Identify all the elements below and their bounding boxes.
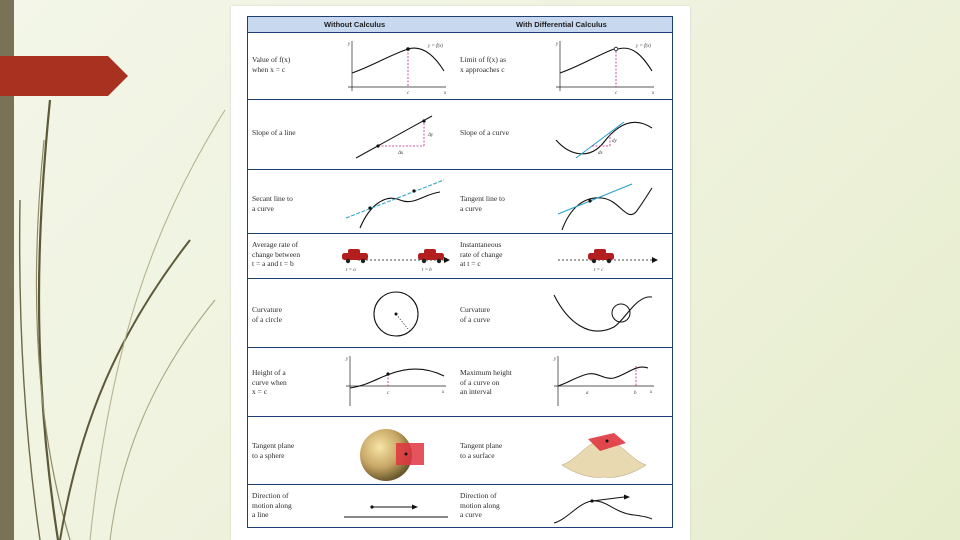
row-label-right: Tangent plane to a surface [460, 441, 503, 460]
table-header [248, 17, 672, 33]
slope-of-line-figure [340, 106, 450, 166]
point-c-label: c [615, 91, 618, 95]
x-axis-label: x [650, 390, 653, 395]
row-label-right: Instantaneous rate of change at t = c [460, 240, 503, 268]
slope-of-curve-figure [548, 106, 658, 166]
direction-line-figure [340, 491, 452, 525]
table-row [248, 485, 672, 529]
dy-label: dy [612, 139, 617, 144]
secant-line-figure [340, 174, 450, 230]
row-label-left: Secant line to a curve [252, 194, 293, 213]
row-label-right: Slope of a curve [460, 128, 509, 137]
row-label-left: Slope of a line [252, 128, 296, 137]
direction-curve-figure [548, 491, 660, 525]
row-label-left: Height of a curve when x = c [252, 368, 287, 396]
curve-curvature-figure [548, 283, 658, 345]
point-c-label: c [387, 391, 390, 396]
table-row [248, 348, 672, 417]
row-label-left: Curvature of a circle [252, 305, 282, 324]
t-start-label: t = a [346, 268, 356, 273]
value-of-function-figure [340, 37, 450, 95]
tangent-plane-sphere-figure [340, 421, 450, 483]
point-c-label: c [407, 91, 410, 95]
dx-label: dx [598, 151, 603, 156]
table-row [248, 170, 672, 234]
row-label-left: Average rate of change between t = a and t = b [252, 240, 301, 268]
average-rate-figure [340, 240, 452, 274]
row-label-left: Direction of motion along a line [252, 491, 292, 519]
row-label-right: Curvature of a curve [460, 305, 490, 324]
row-label-left: Tangent plane to a sphere [252, 441, 295, 460]
instantaneous-rate-figure [548, 240, 660, 274]
decorative-strokes [0, 0, 240, 540]
car-icon [342, 249, 368, 263]
tangent-plane-surface-figure [548, 421, 658, 483]
row-label-right: Maximum height of a curve on an interval [460, 368, 512, 396]
table-row [248, 417, 672, 485]
row-label-left: Value of f(x) when x = c [252, 55, 291, 74]
car-icon [418, 249, 444, 263]
limit-figure [548, 37, 658, 95]
comparison-table [247, 16, 673, 528]
delta-y-label: Δy [428, 133, 434, 138]
row-label-right: Tangent line to a curve [460, 194, 505, 213]
maximum-height-figure [548, 352, 658, 414]
y-axis-label: y [554, 357, 557, 362]
x-axis-label: x [442, 390, 445, 395]
tangent-line-figure [548, 174, 658, 230]
table-row [248, 100, 672, 170]
t-end-label: t = b [422, 268, 432, 273]
y-axis-label: y [348, 42, 351, 47]
t-at-label: t = c [594, 268, 604, 273]
calculus-comparison-image [231, 6, 690, 540]
row-label-right: Limit of f(x) as x approaches c [460, 55, 507, 74]
header-without-calculus: Without Calculus [324, 20, 386, 29]
height-of-curve-figure [340, 352, 450, 414]
b-label: b [634, 391, 637, 396]
table-row [248, 33, 672, 100]
table-row [248, 279, 672, 348]
x-axis-label: x [652, 91, 655, 95]
y-axis-label: y [556, 42, 559, 47]
car-icon [588, 249, 614, 263]
y-axis-label: y [346, 357, 349, 362]
circle-curvature-figure [340, 283, 450, 345]
curve-label: y = f(x) [428, 44, 444, 49]
curve-label: y = f(x) [636, 44, 652, 49]
header-with-calculus: With Differential Calculus [516, 20, 607, 29]
table-row [248, 234, 672, 279]
row-label-right: Direction of motion along a curve [460, 491, 500, 519]
a-label: a [586, 391, 589, 396]
x-axis-label: x [444, 91, 447, 95]
delta-x-label: Δx [398, 151, 404, 156]
